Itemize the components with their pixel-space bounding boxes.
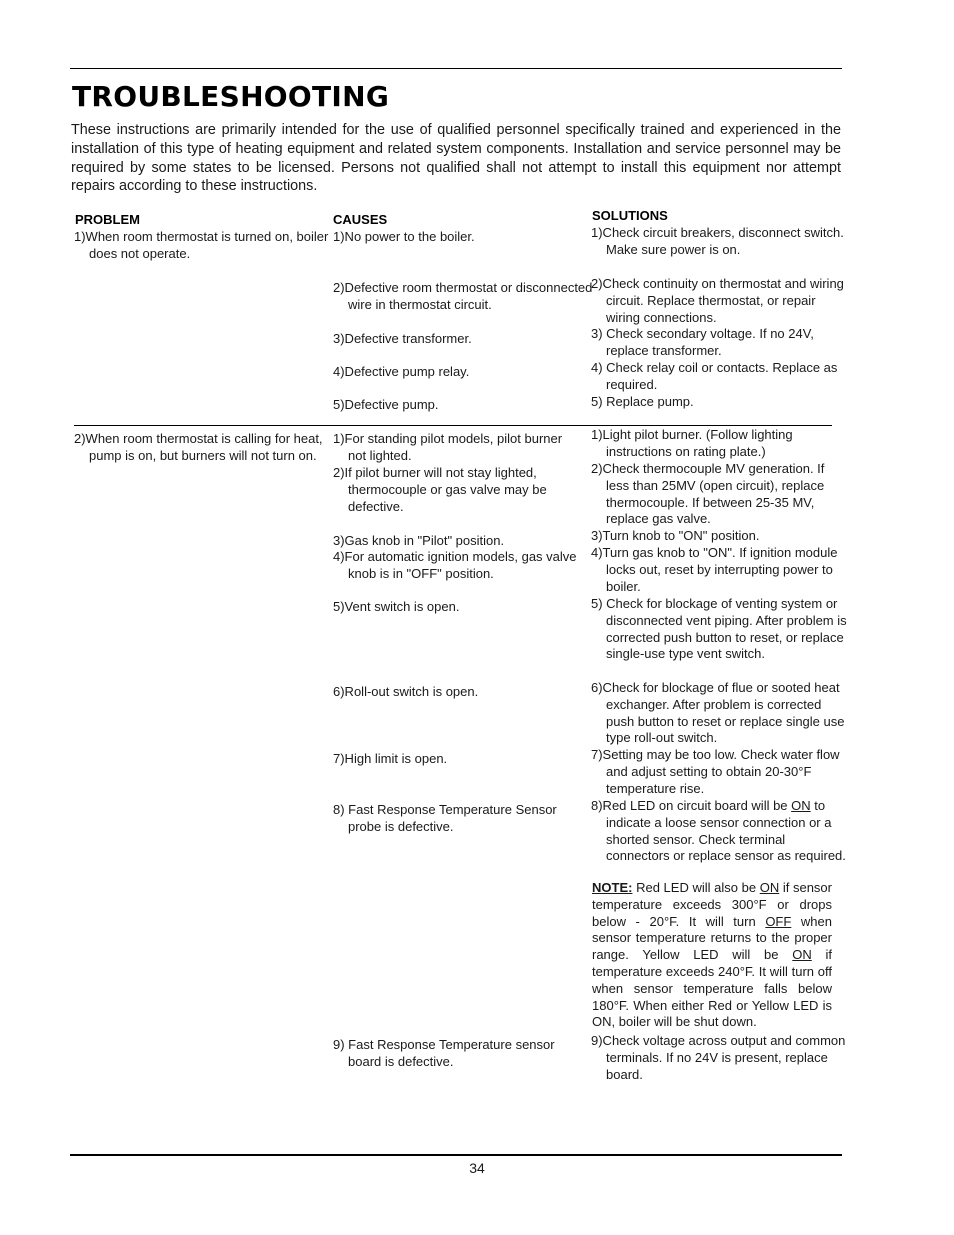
note-text-3: when sensor temperature returns to the proper range. Yellow LED will be <box>592 913 832 963</box>
solution-2-3: 3)Turn knob to "ON" position. <box>591 528 760 543</box>
note-label: NOTE: <box>592 880 633 895</box>
cause-2-1: 1)For standing pilot models, pilot burner not lighted. <box>333 431 563 463</box>
cause-1-2: 2)Defective room thermostat or disconnected wire in thermostat circuit. <box>333 280 593 312</box>
cause-2-9: 9) Fast Response Temperature sensor board is defective. <box>333 1037 555 1069</box>
solution-1-4: 4) Check relay coil or contacts. Replace as required. <box>591 360 838 392</box>
cause-2-8: 8) Fast Response Temperature Sensor probe is defective. <box>333 802 557 834</box>
bottom-rule <box>70 1154 842 1156</box>
causes-header: CAUSES <box>333 212 388 227</box>
solution-1-3: 3) Check secondary voltage. If no 24V, replace transformer. <box>591 326 814 358</box>
cause-2-2: 2)If pilot burner will not stay lighted, thermocouple or gas valve may be defective. <box>333 465 547 514</box>
solution-2-7: 7)Setting may be too low. Check water flow and adjust setting to obtain 20-30°F temperature rise. <box>591 747 840 796</box>
cause-1-3: 3)Defective transformer. <box>333 331 472 346</box>
solution-1-1: 1)Check circuit breakers, disconnect switch. Make sure power is on. <box>591 225 844 257</box>
cause-2-6: 6)Roll-out switch is open. <box>333 684 479 699</box>
cause-1-1: 1)No power to the boiler. <box>333 229 475 244</box>
page-number: 34 <box>469 1160 485 1176</box>
solution-2-8 <box>591 798 850 865</box>
solution-1-2: 2)Check continuity on thermostat and wiring circuit. Replace thermostat, or repair wiring connections. <box>591 276 844 325</box>
note-text-1: Red LED will also be <box>632 880 760 895</box>
sensor-note <box>592 880 832 1031</box>
solution-2-6: 6)Check for blockage of flue or sooted heat exchanger. After problem is corrected push button to reset or replace single use type roll-out switch. <box>591 680 845 746</box>
cause-2-5: 5)Vent switch is open. <box>333 599 460 614</box>
solution-2-9: 9)Check voltage across output and common terminals. If no 24V is present, replace board. <box>591 1033 846 1082</box>
solution-1-5: 5) Replace pump. <box>591 394 694 409</box>
solution-2-1: 1)Light pilot burner. (Follow lighting instructions on rating plate.) <box>591 427 793 459</box>
solution-2-8-text-b: to indicate a loose sensor connection or a shorted sensor. Check terminal connectors or replace sensor as required. <box>606 798 846 864</box>
solutions-header: SOLUTIONS <box>592 208 668 223</box>
solution-2-8-on: ON <box>791 798 811 813</box>
cause-2-7: 7)High limit is open. <box>333 751 448 766</box>
problem-2: 2)When room thermostat is calling for heat, pump is on, but burners will not turn on. <box>74 431 323 463</box>
solution-2-4: 4)Turn gas knob to "ON". If ignition module locks out, reset by interrupting power to boiler. <box>591 545 838 594</box>
cause-1-4: 4)Defective pump relay. <box>333 364 470 379</box>
problem-1: 1)When room thermostat is turned on, boiler does not operate. <box>74 229 329 261</box>
note-on-2: ON <box>792 947 812 963</box>
cause-2-3: 3)Gas knob in "Pilot" position. <box>333 533 505 548</box>
solution-2-2: 2)Check thermocouple MV generation. If less than 25MV (open circuit), replace thermocouple. If between 25-35 MV, replace gas valve. <box>591 461 825 527</box>
intro-paragraph: These instructions are primarily intended for the use of qualified personnel specifically trained and experienced in the installation of this type of heating equipment and related system components. Installation and service personnel may be required by some states to be licensed. Persons not qualified shall not attempt to install this equipment nor attempt repairs according to these instructions. <box>71 122 841 195</box>
cause-2-4: 4)For automatic ignition models, gas valve knob is in "OFF" position. <box>333 549 577 581</box>
note-text-4: if temperature exceeds 240°F. It will turn off when sensor temperature falls below 180°F. When either Red or Yellow LED is ON, boiler will be shut down. <box>592 947 832 1030</box>
solution-2-8-text-a: 8)Red LED on circuit board will be <box>591 798 792 813</box>
page-title: TROUBLESHOOTING <box>72 80 390 113</box>
row-separator <box>74 425 832 426</box>
note-off: OFF <box>765 913 792 929</box>
top-rule <box>70 68 842 69</box>
cause-1-5: 5)Defective pump. <box>333 397 439 412</box>
solution-2-5: 5) Check for blockage of venting system or disconnected vent piping. After problem is corrected push button to reset, or replace single-use type vent switch. <box>591 596 847 662</box>
note-text-2: if sensor temperature exceeds 300°F or drops below - 20°F. It will turn <box>592 880 832 929</box>
note-on-1: ON <box>759 880 780 895</box>
problem-header: PROBLEM <box>75 212 140 227</box>
